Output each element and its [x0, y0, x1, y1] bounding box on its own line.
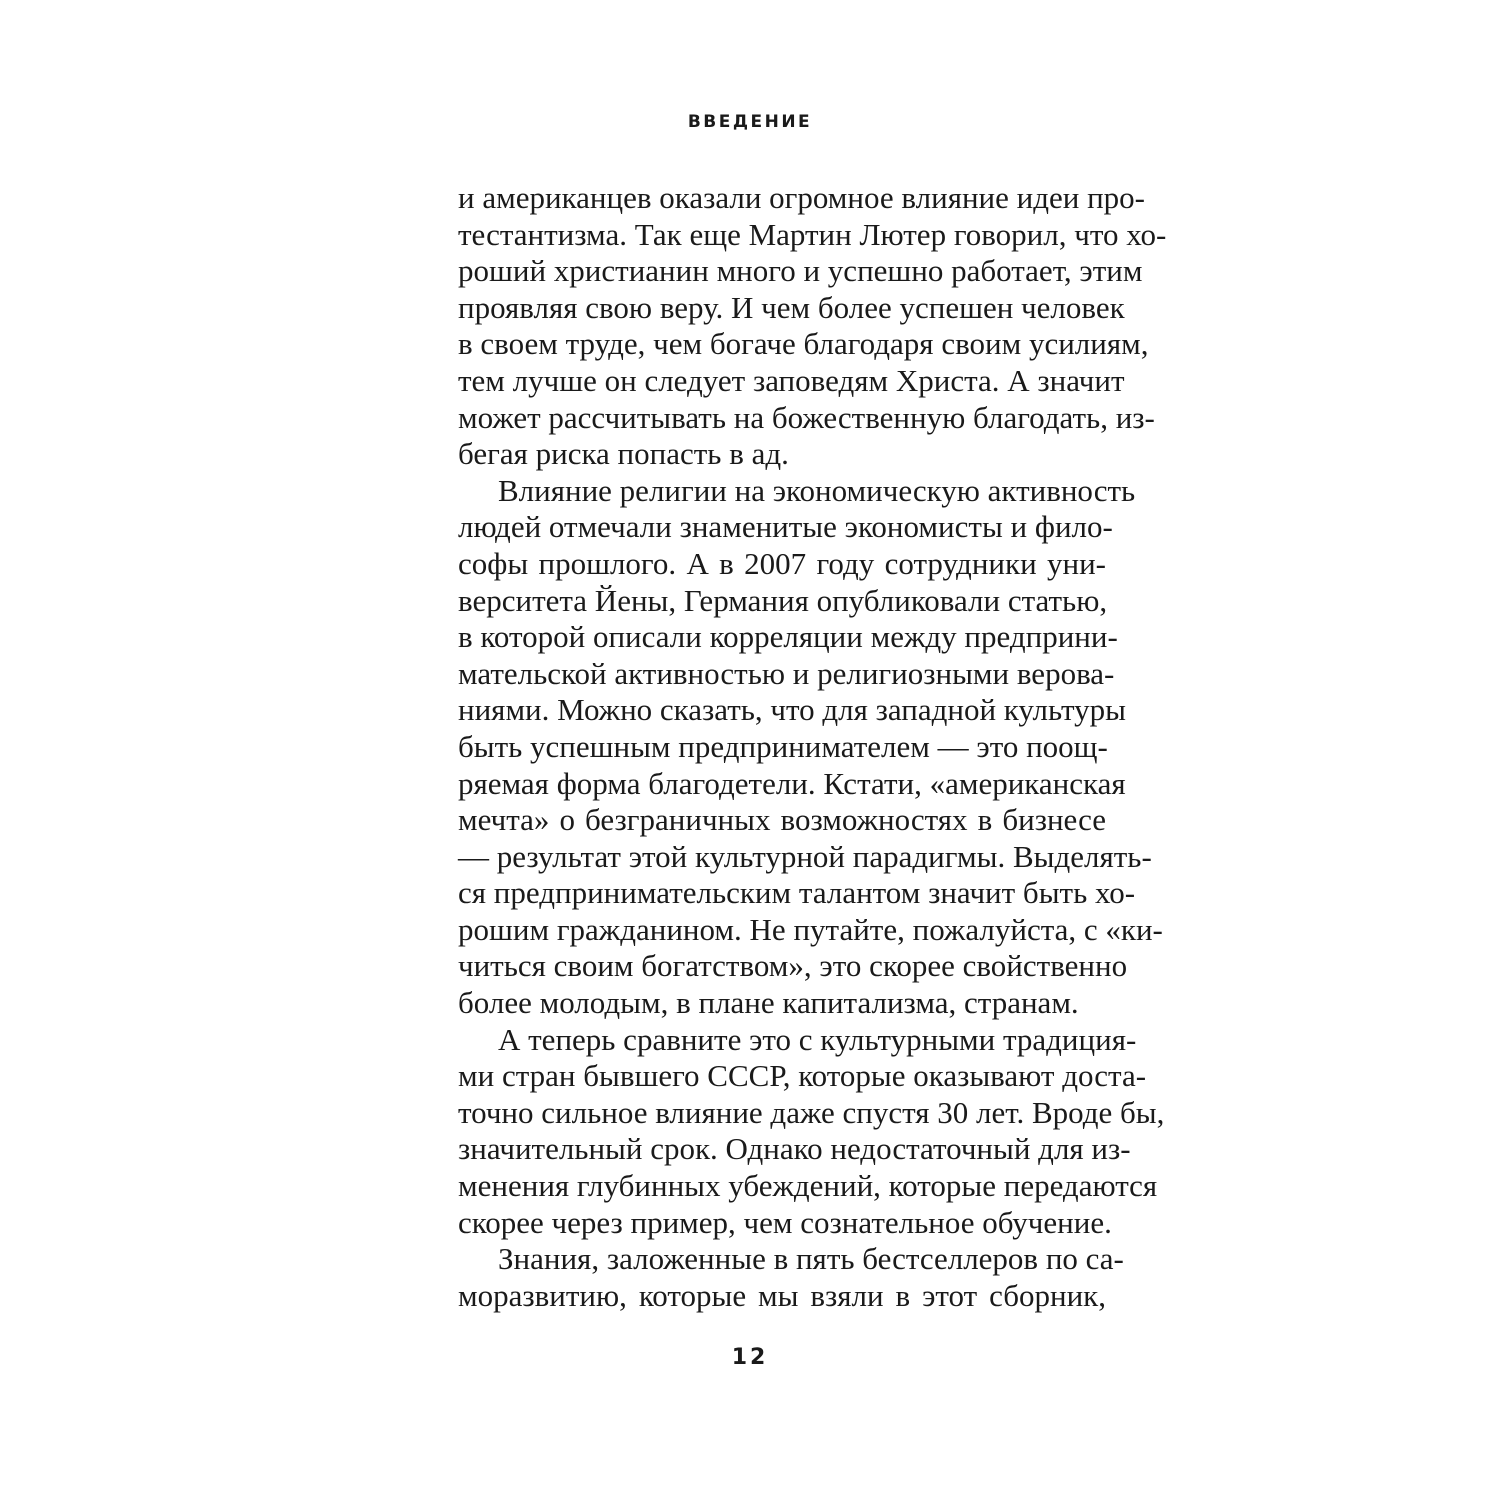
- text-line: может рассчитывать на божественную благодать, из-: [458, 399, 1155, 435]
- text-line: рошим гражданином. Не путайте, пожалуйста, с «ки-: [458, 911, 1163, 947]
- text-line: бегая риска попасть в ад.: [458, 436, 789, 472]
- text-line: Влияние религии на экономическую активность: [498, 472, 1136, 508]
- paragraph: [458, 180, 1167, 473]
- text-line: тестантизма. Так еще Мартин Лютер говорил, что хо-: [458, 216, 1167, 252]
- text-line: А теперь сравните это с культурными традиция-: [498, 1021, 1137, 1057]
- text-line: софы прошлого. А в 2007 году сотрудники уни-: [458, 545, 1106, 581]
- text-line: мательской активностью и религиозными верова-: [458, 655, 1115, 691]
- text-line: в своем труде, чем богаче благодаря своим усилиям,: [458, 326, 1149, 362]
- text-line: моразвитию, которые мы взяли в этот сборник,: [458, 1277, 1106, 1313]
- text-line: проявляя свою веру. И чем более успешен человек: [458, 289, 1125, 325]
- text-line: мечта» о безграничных возможностях в бизнесе: [458, 802, 1106, 838]
- text-line: и американцев оказали огромное влияние идеи про-: [458, 180, 1146, 215]
- text-line: ниями. Можно сказать, что для западной культуры: [458, 692, 1126, 728]
- text-line: ся предпринимательским талантом значит быть хо-: [458, 875, 1136, 911]
- text-line: быть успешным предпринимателем — это поощ-: [458, 728, 1108, 764]
- text-line: точно сильное влияние даже спустя 30 лет. Вроде бы,: [458, 1094, 1165, 1130]
- text-line: людей отмечали знаменитые экономисты и фило-: [458, 509, 1113, 545]
- paragraph: [458, 472, 1163, 1022]
- text-line: Знания, заложенные в пять бестселлеров по са-: [498, 1241, 1124, 1277]
- body-text: [458, 180, 1167, 1314]
- text-line: скорее через пример, чем сознательное обучение.: [458, 1204, 1112, 1240]
- text-line: значительный срок. Однако недостаточный для из-: [458, 1131, 1131, 1167]
- text-line: более молодым, в плане капитализма, странам.: [458, 985, 1079, 1021]
- text-line: — результат этой культурной парадигмы. Выделять-: [458, 838, 1152, 874]
- text-line: менения глубинных убеждений, которые передаются: [458, 1168, 1158, 1204]
- text-line: роший христианин много и успешно работает, этим: [458, 253, 1143, 289]
- paragraph: [458, 1021, 1165, 1242]
- text-line: в которой описали корреляции между предприни-: [458, 619, 1118, 655]
- text-line: верситета Йены, Германия опубликовали статью,: [458, 582, 1108, 618]
- page-number: 12: [731, 1345, 769, 1370]
- text-line: читься своим богатством», это скорее свойственно: [458, 948, 1128, 984]
- text-line: ми стран бывшего СССР, которые оказывают доста-: [458, 1058, 1147, 1094]
- text-line: ряемая форма благодетели. Кстати, «американская: [458, 765, 1126, 801]
- running-head: ВВЕДЕНИЕ: [687, 112, 813, 132]
- text-line: тем лучше он следует заповедям Христа. А значит: [458, 362, 1125, 398]
- paragraph: [458, 1241, 1124, 1314]
